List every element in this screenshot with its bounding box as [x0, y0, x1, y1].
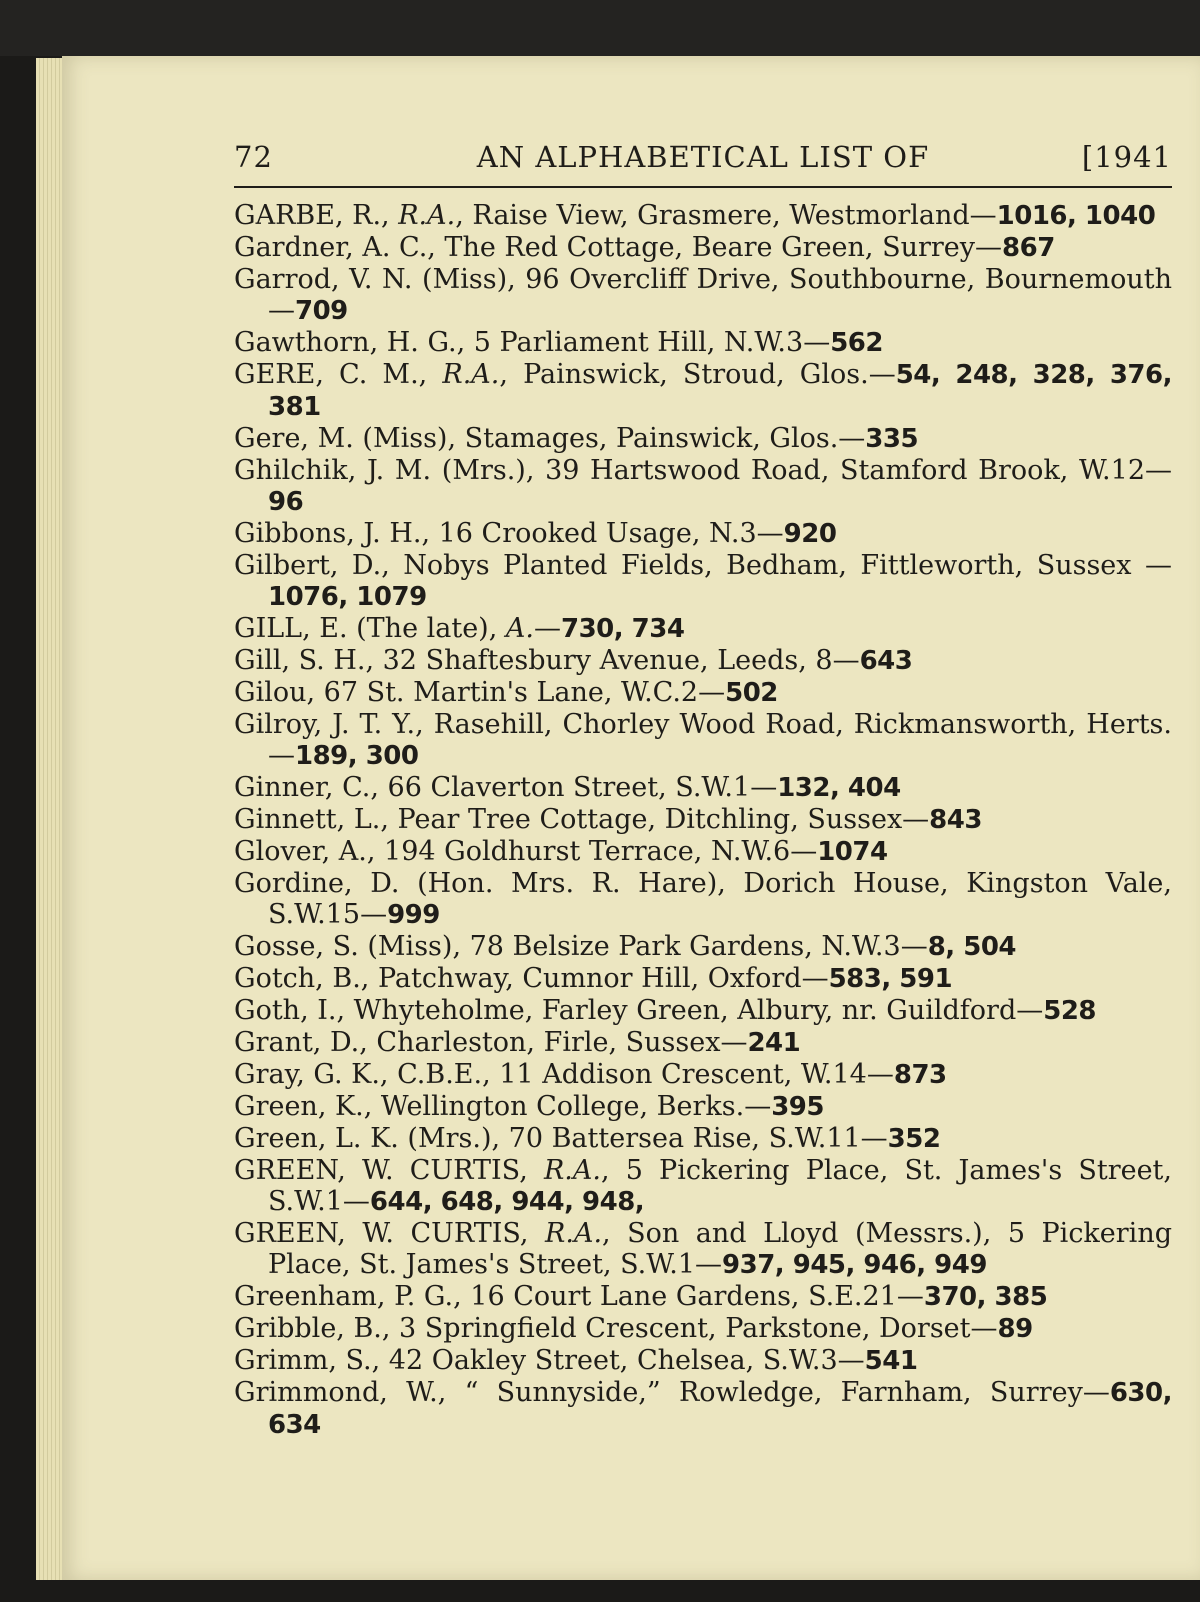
em-dash	[343, 1186, 370, 1217]
entry-name-address: Gibbons, J. H., 16 Crooked Usage, N.3	[234, 518, 757, 549]
em-dash	[971, 1313, 998, 1344]
em-dash	[970, 200, 997, 231]
entry-page-numbers: 352	[887, 1124, 941, 1154]
entry-name-address: Greenham, P. G., 16 Court Lane Gardens, S.E.21	[234, 1281, 897, 1312]
em-dash	[803, 327, 830, 358]
entry-page-numbers: 937, 945, 946, 949	[722, 1250, 987, 1280]
em-dash	[268, 295, 295, 326]
em-dash	[833, 645, 860, 676]
entry-name-address: Ginner, C., 66 Claverton Street, S.W.1	[234, 772, 751, 803]
list-item	[234, 1345, 1172, 1377]
list-item	[234, 613, 1172, 645]
list-item	[234, 1377, 1172, 1441]
entry-page-numbers: 730, 734	[560, 614, 685, 644]
list-item	[234, 1218, 1172, 1281]
list-item	[234, 804, 1172, 836]
list-item	[234, 709, 1172, 772]
entry-page-numbers: 873	[893, 1060, 947, 1090]
list-item	[234, 836, 1172, 868]
em-dash	[757, 518, 784, 549]
list-item	[234, 772, 1172, 804]
entry-page-numbers: 630, 634	[268, 1378, 1172, 1440]
running-title: AN ALPHABETICAL LIST OF	[476, 140, 930, 174]
entry-name-address: Gere, M. (Miss), Stamages, Painswick, Glos.	[234, 423, 839, 454]
entry-name-address: GILL, E. (The late),	[234, 613, 506, 644]
entry-name-address: GERE, C. M.,	[234, 359, 443, 390]
entry-page-numbers: 241	[747, 1028, 801, 1058]
list-item	[234, 1155, 1172, 1218]
entry-page-numbers: 867	[1002, 233, 1055, 263]
em-dash	[861, 1123, 888, 1154]
entry-page-numbers: 999	[387, 900, 440, 930]
entry-honour: R.A.	[442, 359, 500, 390]
list-item	[234, 423, 1172, 455]
entry-name-address: Grimmond, W., “ Sunnyside,” Rowledge, Farnham, Surrey	[234, 1377, 1083, 1408]
entry-page-numbers: 920	[783, 519, 837, 549]
list-item	[234, 677, 1172, 709]
em-dash	[1083, 1377, 1110, 1408]
em-dash	[838, 1345, 865, 1376]
list-item	[234, 327, 1172, 359]
entry-honour: R.A.	[543, 1155, 601, 1186]
list-item	[234, 200, 1172, 232]
entry-page-numbers: 843	[929, 805, 982, 835]
entry-page-numbers: 54, 248, 328, 376, 381	[268, 360, 1172, 422]
em-dash	[1145, 455, 1172, 486]
em-dash	[897, 1281, 924, 1312]
entry-page-numbers: 709	[295, 296, 348, 326]
entry-page-numbers: 644, 648, 944, 948,	[369, 1187, 645, 1217]
entry-page-numbers: 541	[864, 1346, 918, 1376]
entry-honour: A.	[505, 613, 534, 644]
entry-name-address: Ginnett, L., Pear Tree Cottage, Ditchling, Sussex	[234, 804, 903, 835]
list-item	[234, 963, 1172, 995]
em-dash	[698, 677, 725, 708]
em-dash	[750, 772, 777, 803]
em-dash	[902, 804, 929, 835]
list-item	[234, 995, 1172, 1027]
entry-page-numbers: 1074	[817, 837, 888, 867]
em-dash	[802, 963, 829, 994]
entry-page-numbers: 8, 504	[927, 932, 1016, 962]
em-dash	[695, 1249, 722, 1280]
list-item	[234, 518, 1172, 550]
entry-page-numbers: 1076, 1079	[268, 582, 427, 612]
entry-name-address: Goth, I., Whyteholme, Farley Green, Albury, nr. Guildford	[234, 995, 1017, 1026]
page-content	[234, 136, 1172, 1441]
entry-address: , Son and Lloyd (Messrs.), 5 Pickering Place, St. James's Street, S.W.1	[268, 1218, 1172, 1280]
list-item	[234, 931, 1172, 963]
entry-name-address: Gordine, D. (Hon. Mrs. R. Hare), Dorich House, Kingston Vale, S.W.15	[234, 868, 1172, 930]
em-dash	[534, 613, 561, 644]
list-item	[234, 645, 1172, 677]
entry-page-numbers: 643	[859, 646, 913, 676]
entry-address: , Raise View, Grasmere, Westmorland	[455, 200, 970, 231]
entry-page-numbers: 528	[1043, 996, 1097, 1026]
entry-page-numbers: 189, 300	[295, 741, 419, 771]
em-dash	[869, 359, 896, 390]
list-item	[234, 1059, 1172, 1091]
dark-background	[0, 0, 1200, 56]
entry-name-address: Green, K., Wellington College, Berks.	[234, 1091, 745, 1122]
entry-name-address: Gotch, B., Patchway, Cumnor Hill, Oxford	[234, 963, 802, 994]
entry-name-address: GREEN, W. CURTIS,	[234, 1218, 546, 1249]
em-dash	[975, 232, 1002, 263]
entry-name-address: GARBE, R.,	[234, 200, 399, 231]
em-dash	[720, 1027, 747, 1058]
em-dash	[867, 1059, 894, 1090]
list-item	[234, 455, 1172, 518]
entry-name-address: Green, L. K. (Mrs.), 70 Battersea Rise, S.W.11	[234, 1123, 861, 1154]
list-item	[234, 1281, 1172, 1313]
em-dash	[1016, 995, 1043, 1026]
em-dash	[1145, 550, 1172, 581]
list-item	[234, 264, 1172, 327]
entry-name-address: Gosse, S. (Miss), 78 Belsize Park Gardens, N.W.3	[234, 931, 901, 962]
entry-page-numbers: 502	[725, 678, 778, 708]
entry-address: , 5 Pickering Place, St. James's Street, S.W.1	[268, 1155, 1172, 1217]
em-dash	[744, 1091, 771, 1122]
entry-name-address: Glover, A., 194 Goldhurst Terrace, N.W.6	[234, 836, 791, 867]
entry-name-address: Gilroy, J. T. Y., Rasehill, Chorley Wood Road, Rickmansworth, Herts.	[234, 709, 1172, 740]
em-dash	[268, 740, 295, 771]
list-item	[234, 1313, 1172, 1345]
entry-name-address: Gribble, B., 3 Springfield Crescent, Parkstone, Dorset	[234, 1313, 971, 1344]
list-item	[234, 868, 1172, 931]
entry-page-numbers: 562	[830, 328, 883, 358]
running-year: [1941	[1081, 140, 1172, 174]
list-item	[234, 1027, 1172, 1059]
entry-name-address: Garrod, V. N. (Miss), 96 Overcliff Drive, Southbourne, Bournemouth	[234, 264, 1172, 295]
entry-page-numbers: 1016, 1040	[996, 201, 1156, 231]
entry-page-numbers: 583, 591	[828, 964, 953, 994]
entry-name-address: Grimm, S., 42 Oakley Street, Chelsea, S.W.3	[234, 1345, 838, 1376]
entry-name-address: Gill, S. H., 32 Shaftesbury Avenue, Leeds, 8	[234, 645, 833, 676]
entry-name-address: Gilbert, D., Nobys Planted Fields, Bedham, Fittleworth, Sussex	[234, 550, 1145, 581]
em-dash	[790, 836, 817, 867]
em-dash	[360, 899, 387, 930]
list-item	[234, 1123, 1172, 1155]
entry-name-address: Gilou, 67 St. Martin's Lane, W.C.2	[234, 677, 699, 708]
entry-page-numbers: 395	[771, 1092, 824, 1122]
entry-name-address: Grant, D., Charleston, Firle, Sussex	[234, 1027, 721, 1058]
entry-name-address: Ghilchik, J. M. (Mrs.), 39 Hartswood Road, Stamford Brook, W.12	[234, 455, 1145, 486]
entry-page-numbers: 335	[865, 424, 919, 454]
entry-page-numbers: 370, 385	[923, 1282, 1048, 1312]
list-item	[234, 232, 1172, 264]
entry-list	[234, 200, 1172, 1441]
entry-page-numbers: 132, 404	[777, 773, 901, 803]
entry-name-address: Gray, G. K., C.B.E., 11 Addison Crescent, W.14	[234, 1059, 867, 1090]
entry-name-address: Gawthorn, H. G., 5 Parliament Hill, N.W.3	[234, 327, 804, 358]
em-dash	[901, 931, 928, 962]
list-item	[234, 550, 1172, 613]
entry-name-address: GREEN, W. CURTIS,	[234, 1155, 544, 1186]
entry-page-numbers: 89	[997, 1314, 1033, 1344]
entry-address: , Painswick, Stroud, Glos.	[499, 359, 869, 390]
entry-name-address: Gardner, A. C., The Red Cottage, Beare Green, Surrey	[234, 232, 976, 263]
list-item	[234, 359, 1172, 423]
list-item	[234, 1091, 1172, 1123]
em-dash	[838, 423, 865, 454]
book-page	[62, 56, 1200, 1580]
entry-page-numbers: 96	[268, 487, 304, 517]
entry-honour: R.A.	[545, 1218, 603, 1249]
entry-honour: R.A.	[398, 200, 456, 231]
page-number: 72	[234, 140, 273, 174]
running-head	[234, 136, 1172, 188]
